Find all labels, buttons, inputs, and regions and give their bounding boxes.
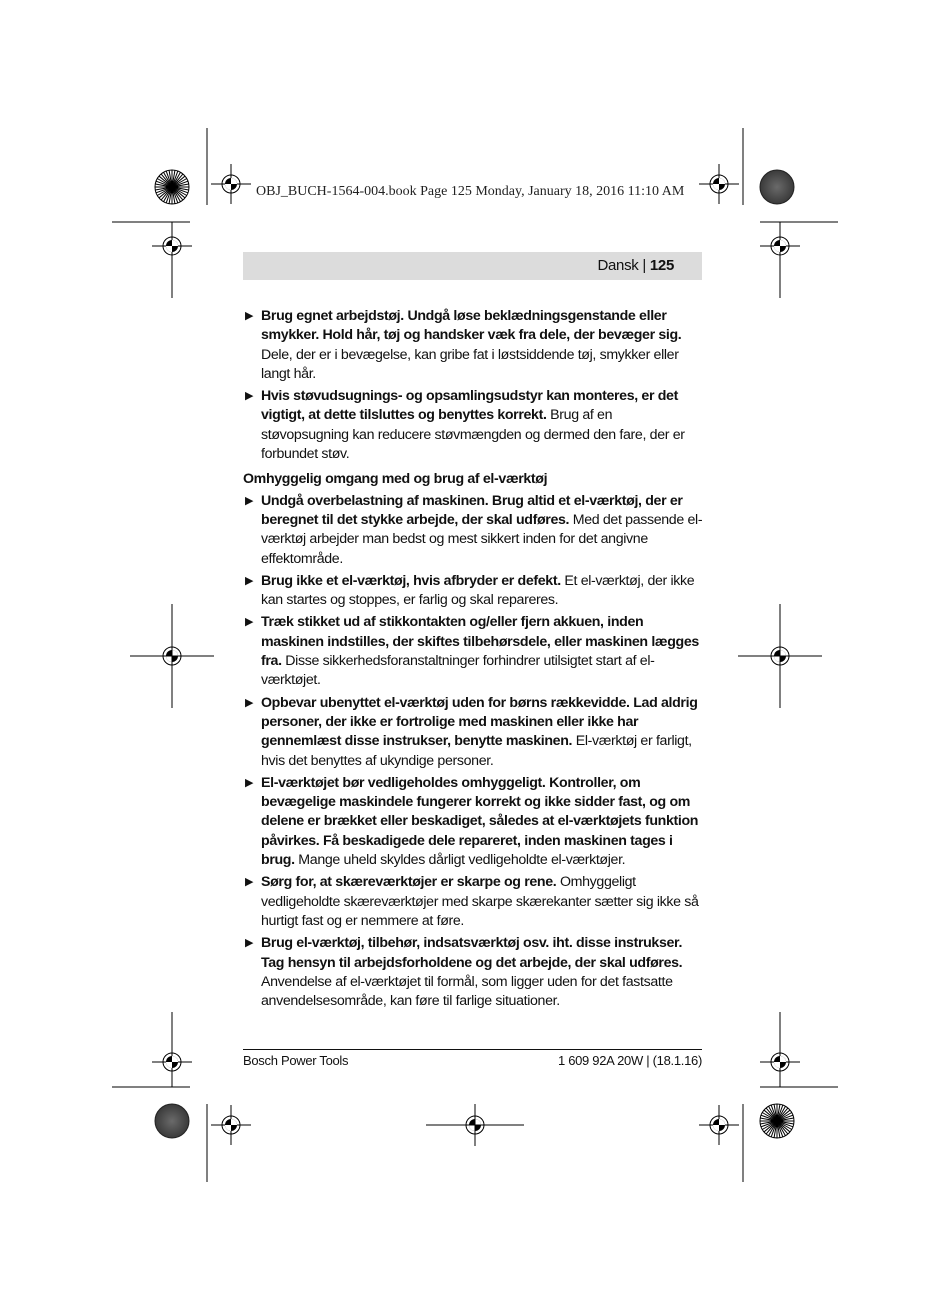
section-heading: Omhyggelig omgang med og brug af el-værktøj [243,471,548,488]
header-separator: | [642,257,646,274]
item-text: Brug af en støvopsugning kan reducere støvmængden og dermed den fare, der er forbundet støv. [261,407,685,463]
item-bold-text: Brug el-værktøj, tilbehør, indsatsværktøj osv. iht. disse instrukser. Tag hensyn til arbejdsforholdene og det arbejde, der skal udføres. [261,935,683,971]
triangle-bullet-icon: ▶ [245,776,254,789]
item-bold-text: Brug egnet arbejdstøj. Undgå løse beklædningsgenstande eller smykker. Hold hår, tøj og handsker væk fra dele, der bevæger sig. [261,308,682,344]
item-text: El-værktøj er farligt, hvis det benyttes af ukyndige personer. [261,733,692,769]
triangle-bullet-icon: ▶ [245,937,254,950]
item-text: Omhyggeligt vedligeholdte skæreværktøjer med skarpe skærekanter sætter sig ikke så hurtigt fast og er nemmere at føre. [261,874,699,929]
triangle-bullet-icon: ▶ [245,696,254,709]
item-bold-text: Brug ikke et el-værktøj, hvis afbryder er defekt. [261,572,561,589]
footer-doc-id: 1 609 92A 20W | (18.1.16) [557,1053,702,1068]
item-bold-text: Træk stikket ud af stikkontakten og/eller fjern akkuen, inden maskinen indstilles, der skiftes tilbehørsdele, eller maskinen lægges fra. [261,614,699,670]
item-bold-text: Undgå overbelastning af maskinen. Brug altid et el-værktøj, der er beregnet til det stykke arbejde, der skal udføres. [261,492,683,528]
item-text: Disse sikkerhedsforanstaltninger forhindrer utilsigtet start af el-værktøjet. [261,653,655,689]
header-language: Dansk [597,257,639,274]
page-number: 125 [649,257,674,274]
triangle-bullet-icon: ▶ [245,876,254,889]
item-bold-text: Opbevar ubenyttet el-værktøj uden for børns rækkevidde. Lad aldrig personer, der ikke er fortrolige med maskinen eller ikke har gennemlæst disse instrukser, benytte maskinen. [261,694,698,750]
triangle-bullet-icon: ▶ [245,494,254,507]
triangle-bullet-icon: ▶ [245,390,254,403]
file-slug: OBJ_BUCH-1564-004.book Page 125 Monday, January 18, 2016 11:10 AM [256,184,685,199]
item-text: Et el-værktøj, der ikke kan startes og stoppes, er farlig og skal repareres. [261,572,695,609]
item-bold-text: Sørg for, at skæreværktøjer er skarpe og rene. [261,874,557,891]
item-text: Dele, der er i bevægelse, kan gribe fat i løstsiddende tøj, smykker eller langt hår. [261,346,679,382]
sunburst-registration-icon [155,170,189,204]
sunburst-registration-icon [760,1104,794,1138]
triangle-bullet-icon: ▶ [245,616,254,629]
triangle-bullet-icon: ▶ [245,310,254,322]
footer-publisher: Bosch Power Tools [243,1053,349,1068]
item-text: Mange uheld skyldes dårligt vedligeholdte el-værktøjer. [294,852,626,869]
item-bold-text: Hvis støvudsugnings- og opsamlingsudstyr kan monteres, er det vigtigt, at dette tilsluttes og benyttes korrekt. [261,388,678,424]
triangle-bullet-icon: ▶ [245,574,254,587]
item-text: Med det passende el-værktøj arbejder man bedst og mest sikkert inden for det angivne effektområde. [261,511,703,567]
item-bold-text: El-værktøjet bør vedligeholdes omhyggeligt. Kontroller, om bevægelige maskindele fungerer korrekt og ikke sidder fast, og om delene er brækket eller beskadiget, således at el-værktøjets funktion påvirkes. Få beskadigede dele repareret, inden maskinen tages i brug. [261,774,699,869]
item-text: Anvendelse af el-værktøjet til formål, som ligger uden for det fastsatte anvendelsesområde, kan føre til farlige situationer. [261,973,673,1010]
